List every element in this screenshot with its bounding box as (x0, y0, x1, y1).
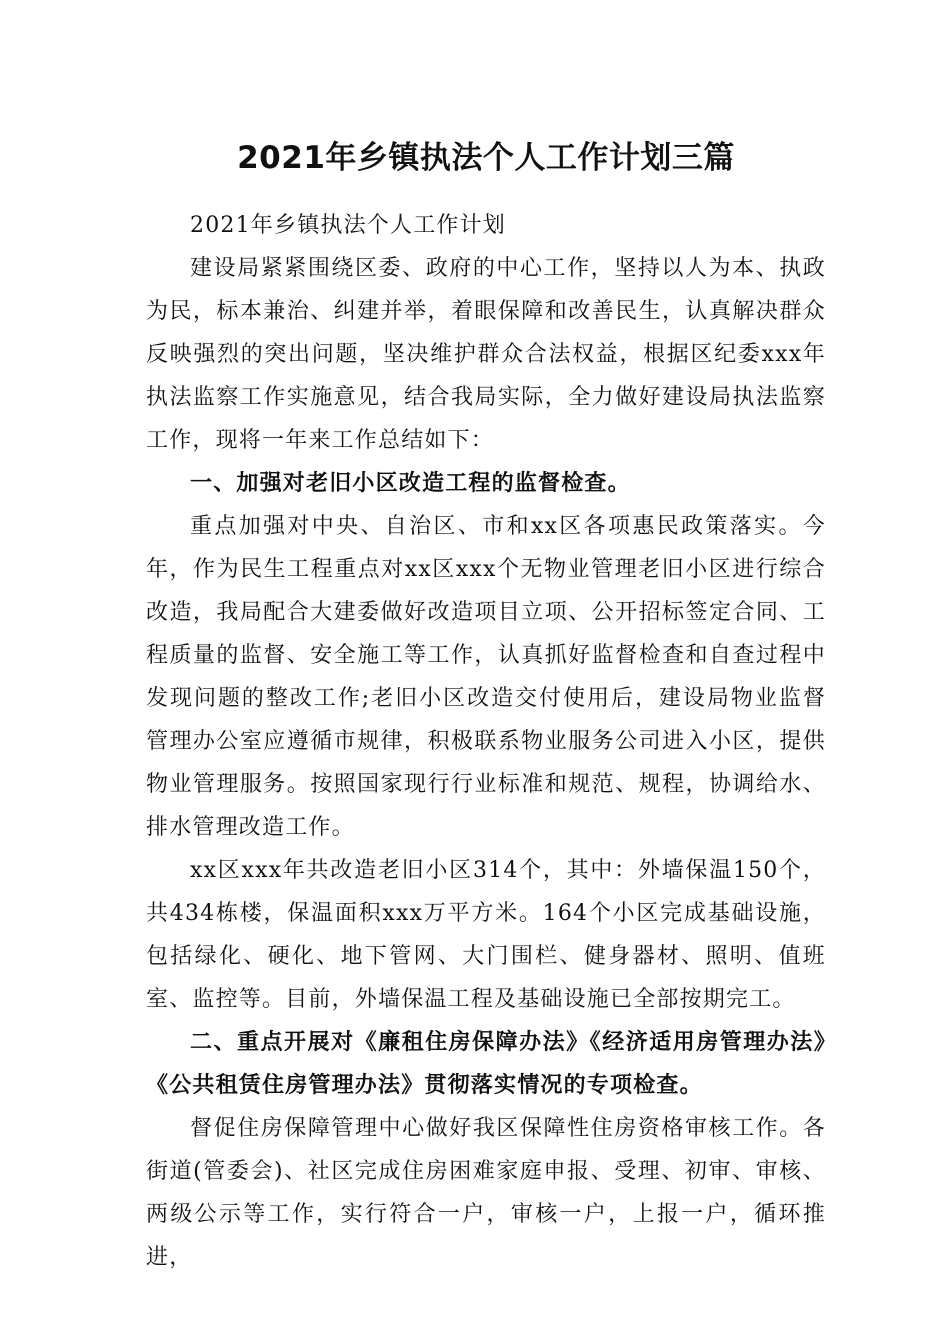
section-heading-1: 一、加强对老旧小区改造工程的监督检查。 (190, 471, 631, 496)
paragraph-intro: 建设局紧紧围绕区委、政府的中心工作，坚持以人为本、执政为民，标本兼治、纠建并举，着眼保障和改善民生，认真解决群众反映强烈的突出问题，坚决维护群众合法权益，根据区纪委xxx年执法监察工作实施意见，结合我局实际，全力做好建设局执法监察工作，现将一年来工作总结如下： (146, 256, 826, 453)
paragraph-section-2-body: 督促住房保障管理中心做好我区保障性住房资格审核工作。各街道(管委会)、社区完成住房困难家庭申报、受理、初审、审核、两级公示等工作，实行符合一户，审核一户，上报一户，循环推进， (146, 1116, 826, 1270)
paragraph-subtitle: 2021年乡镇执法个人工作计划 (190, 213, 506, 238)
section-heading-2: 二、重点开展对《廉租住房保障办法》《经济适用房管理办法》《公共租赁住房管理办法》贯彻落实情况的专项检查。 (146, 1030, 826, 1098)
document-page (146, 132, 826, 1279)
paragraph-section-1-body: 重点加强对中央、自治区、市和xx区各项惠民政策落实。今年，作为民生工程重点对xx区xxx个无物业管理老旧小区进行综合改造，我局配合大建委做好改造项目立项、公开招标签定合同、工程质量的监督、安全施工等工作，认真抓好监督检查和自查过程中发现问题的整改工作;老旧小区改造交付使用后，建设局物业监督管理办公室应遵循市规律，积极联系物业服务公司进入小区，提供物业管理服务。按照国家现行行业标准和规范、规程，协调给水、排水管理改造工作。 (146, 514, 826, 840)
paragraph-section-1-stats: xx区xxx年共改造老旧小区314个，其中：外墙保温150个，共434栋楼，保温面积xxx万平方米。164个小区完成基础设施，包括绿化、硬化、地下管网、大门围栏、健身器材、照明、值班室、监控等。目前，外墙保温工程及基础设施已全部按期完工。 (146, 858, 826, 1012)
document-title: 2021年乡镇执法个人工作计划三篇 (237, 140, 735, 176)
